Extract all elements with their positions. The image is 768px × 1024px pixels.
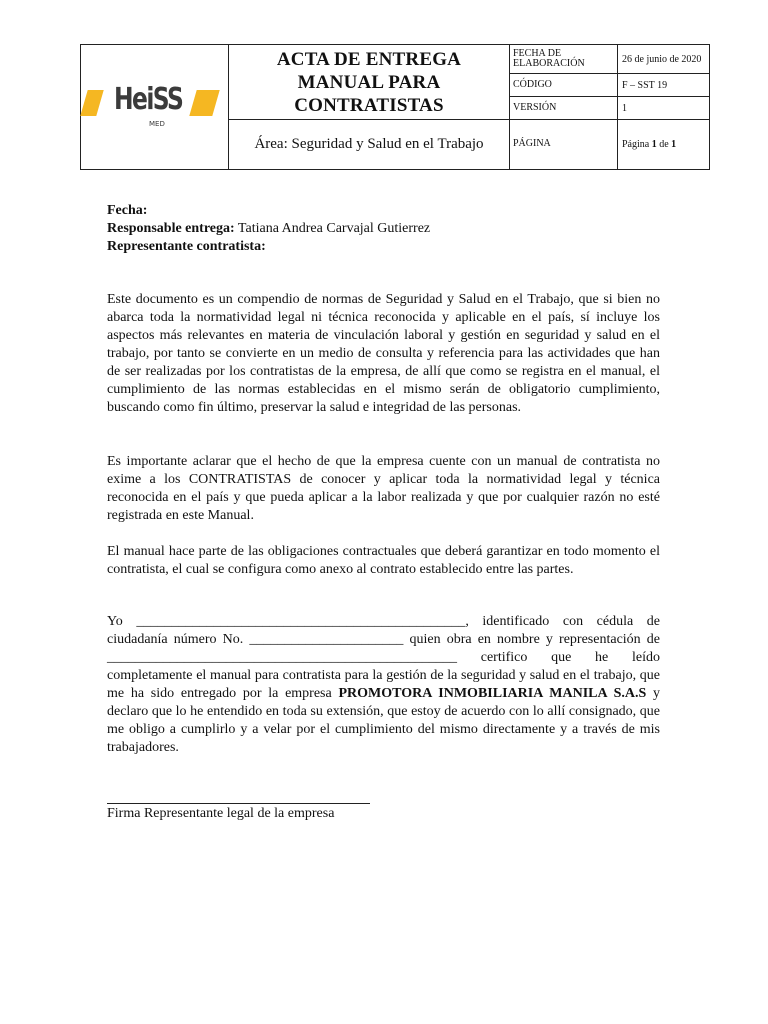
title-line-1: ACTA DE ENTREGA xyxy=(276,48,462,70)
represented-company-blank: __________________________________________________ xyxy=(107,650,457,665)
p4-part-c: quien obra en nombre y representación de xyxy=(403,632,661,647)
logo-left-bar xyxy=(80,90,103,116)
paragraph-4 xyxy=(107,613,660,757)
pagina-total: 1 xyxy=(671,139,677,150)
document-header xyxy=(80,44,710,170)
logo-text: HeiSS xyxy=(114,81,183,117)
fecha-label: Fecha: xyxy=(107,203,148,218)
company-name: PROMOTORA INMOBILIARIA MANILA S.A.S xyxy=(338,686,647,701)
company-logo xyxy=(81,46,228,169)
fecha-elaboracion-value: 26 de junio de 2020 xyxy=(618,45,710,74)
delivery-fields xyxy=(107,202,430,256)
pagina-label: PÁGINA xyxy=(510,120,618,170)
paragraph-2: Es importante aclarar que el hecho de que la empresa cuente con un manual de contratista no exime a los CONTRATISTAS de conocer y aplicar toda la normatividad legal y técnica reconocida en el país y que pueda aplicar a la labor realizada y que por cualquier razón no esté registrada en este Manual. xyxy=(107,454,660,523)
title-line-3: CONTRATISTAS xyxy=(294,94,444,116)
responsable-label: Responsable entrega: xyxy=(107,221,235,236)
responsable-value: Tatiana Andrea Carvajal Gutierrez xyxy=(234,221,431,236)
codigo-value: F – SST 19 xyxy=(618,74,710,97)
title-line-2: MANUAL PARA xyxy=(297,71,441,93)
logo-subtext: MED xyxy=(149,119,165,128)
logo-right-bar xyxy=(189,90,219,116)
area-label: Área: Seguridad y Salud en el Trabajo xyxy=(229,120,510,170)
p4-part-e: y declaro que lo he entendido en toda su extensión, que estoy de acuerdo con lo allí consignado, que me obligo a cumplirlo y a velar por el cumplimiento del mismo directamente y a través de mis trabajadores. xyxy=(107,686,661,755)
document-title xyxy=(229,45,510,120)
representante-label: Representante contratista: xyxy=(107,239,266,254)
logo-cell xyxy=(81,45,229,170)
id-number-blank: ______________________ xyxy=(249,632,404,647)
p4-part-b: , identificado con cédula de ciudadanía número No. xyxy=(107,614,660,647)
paragraph-1: Este documento es un compendio de normas de Seguridad y Salud en el Trabajo, que si bien no abarca toda la normatividad legal ni técnica reconocida y aplicable en el país, sí incluye los aspectos más relevantes en materia de vinculación laboral y gestión en seguridad y salud en el trabajo, por tanto se convierte en un medio de consulta y referencia para las actividades que han de ser realizadas por los contratistas de la empresa, de allí que como se registra en el manual, el cumplimiento de las normas establecidas en el mismo serán de obligatorio cumplimiento, buscando como fin último, preservar la salud e integridad de las personas. xyxy=(107,292,660,415)
codigo-label: CÓDIGO xyxy=(510,74,618,97)
fecha-elaboracion-label: FECHA DE ELABORACIÓN xyxy=(510,45,618,74)
signature-line xyxy=(107,803,370,804)
pagina-mid: de xyxy=(656,139,672,150)
version-value: 1 xyxy=(618,97,710,120)
p4-part-d: certifico que he leído completamente el manual para contratista para la gestión de la seguridad y salud en el trabajo, que me ha sido entregado por la empresa xyxy=(107,650,660,701)
p4-part-a: Yo xyxy=(107,614,137,629)
name-blank: _______________________________________________ xyxy=(136,614,466,629)
version-label: VERSIÓN xyxy=(510,97,618,120)
paragraph-3: El manual hace parte de las obligaciones contractuales que deberá garantizar en todo momento el contratista, el cual se configura como anexo al contrato establecido entre las partes. xyxy=(107,544,660,577)
pagina-number: 1 xyxy=(651,139,657,150)
pagina-value xyxy=(618,120,710,170)
pagina-prefix: Página xyxy=(622,139,652,150)
signature-label: Firma Representante legal de la empresa xyxy=(107,806,335,821)
